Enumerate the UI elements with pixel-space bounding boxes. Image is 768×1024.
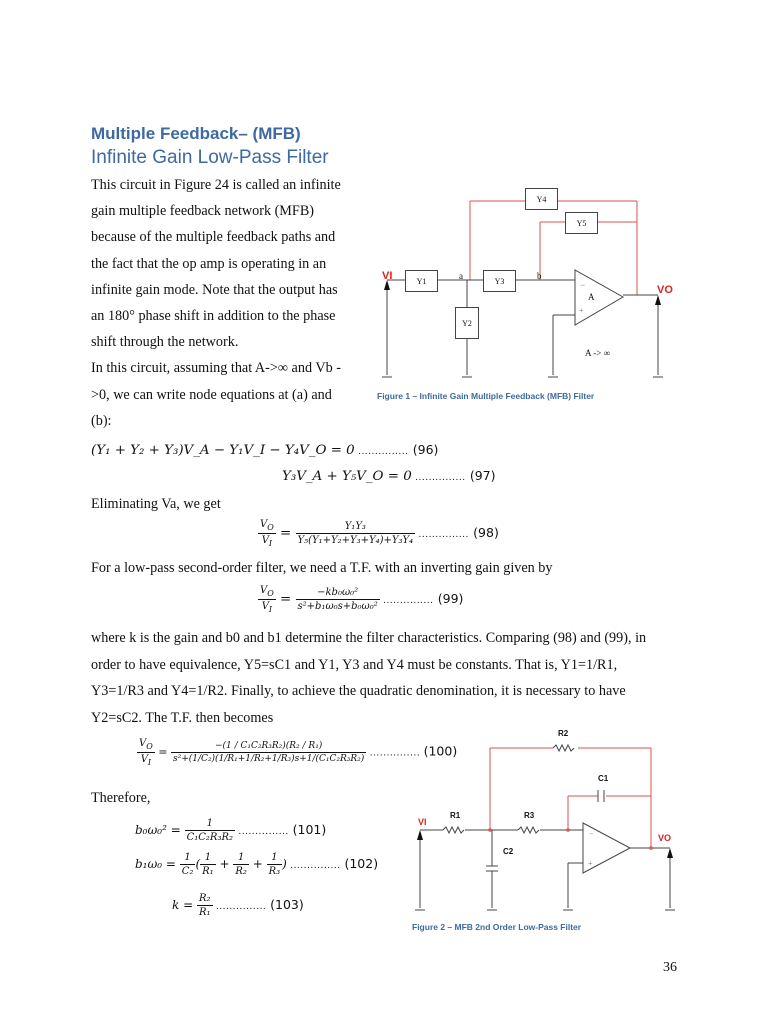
equation-99: $\frac{V_O}{V_I}$ = $\frac{\text{−kb₀ω₀²}}{\text{s²+b₁ω₀s+b₀ω₀²}}$ ............... (99) bbox=[260, 585, 464, 614]
figure2-circuit bbox=[408, 728, 698, 928]
intro-paragraph bbox=[91, 172, 366, 434]
figure1-y2-box: Y2 bbox=[455, 307, 479, 339]
intro-line: This circuit in Figure 24 is called an infinite bbox=[91, 177, 341, 193]
equation-103: k = $\frac{\text{R₂}}{\text{R₁}}$ ............... (103) bbox=[172, 893, 304, 918]
figure2-vi-label: VI bbox=[418, 817, 427, 827]
figure1-gain-label: A -> ∞ bbox=[585, 348, 610, 358]
figure1-caption: Figure 1 – Infinite Gain Multiple Feedback (MFB) Filter bbox=[377, 391, 595, 401]
section-subheading: Infinite Gain Low-Pass Filter bbox=[91, 147, 329, 168]
figure2-minus-label: − bbox=[589, 829, 594, 838]
equation-98: $\frac{V_O}{V_I}$ = $\frac{\text{Y₁Y₃}}{\text{Y₅(Y₁+Y₂+Y₃+Y₄)+Y₃Y₄}}$ ............... (98) bbox=[260, 519, 499, 548]
where-line: where k is the gain and b0 and b1 determine the filter characteristics. Comparing (98) and (99), in bbox=[91, 630, 647, 646]
equation-96-number: (96) bbox=[412, 442, 439, 457]
equation-96: (Y₁ + Y₂ + Y₃)V_A − Y₁V_I − Y₄V_O = 0 ............... (96) bbox=[91, 442, 439, 458]
intro-line: because of the multiple feedback paths and bbox=[91, 229, 336, 246]
where-line: Y2=sC2. The T.F. then becomes bbox=[91, 709, 274, 726]
where-line: order to have equivalence, Y5=sC1 and Y1, Y3 and Y4 must be constants. That is, Y1=1/R1, bbox=[91, 656, 618, 673]
figure1-node-b-label: b bbox=[537, 271, 542, 281]
figure2-caption: Figure 2 – MFB 2nd Order Low-Pass Filter bbox=[412, 922, 582, 932]
figure2-r2-label: R2 bbox=[558, 729, 569, 738]
figure2-r1-label: R1 bbox=[450, 811, 461, 820]
intro-line: an 180° phase shift in addition to the phase bbox=[91, 308, 336, 325]
page-number: 36 bbox=[663, 960, 677, 975]
intro-line: gain multiple feedback network (MFB) bbox=[91, 203, 315, 220]
equation-100: $\frac{V_O}{V_I}$ = $\frac{\text{−(1 / C₁C₂R₃R₂)(R₂ / R₁)}}{\text{s²+(1/C₂)(1/R₁+1/R₂+1/R₃)s+1/(C₁C₂R₃R₂)}}$ ............... (100) bbox=[139, 738, 458, 767]
section-heading: Multiple Feedback– (MFB) bbox=[91, 124, 301, 143]
figure1-vo-label: VO bbox=[657, 284, 673, 296]
lowpass-text: For a low-pass second-order filter, we need a T.F. with an inverting gain given by bbox=[91, 560, 553, 576]
figure2-vo-label: VO bbox=[658, 833, 672, 843]
figure1-vi-label: VI bbox=[382, 270, 393, 282]
therefore-text: Therefore, bbox=[91, 790, 151, 806]
figure2-c1-label: C1 bbox=[598, 774, 609, 783]
figure1-node-a-label: a bbox=[459, 271, 463, 281]
figure1-amp-label: A bbox=[588, 292, 595, 302]
figure1-y3-box: Y3 bbox=[483, 270, 516, 292]
figure1-plus-label: + bbox=[579, 306, 584, 315]
figure1-y1-box: Y1 bbox=[405, 270, 438, 292]
equation-102: b₁ω₀ = $\frac{1}{\text{C₂}}$ ( $\frac{1}{\text{R₁}}$ + $\frac{1}{\text{R₂}}$ + $\frac{1}{\text{R₃}}$ ) ............... (102) bbox=[135, 852, 379, 877]
figure1-circuit bbox=[375, 185, 675, 400]
figure1-y5-box: Y5 bbox=[565, 212, 598, 234]
intro-line: (b): bbox=[91, 412, 112, 429]
equation-96-body: (Y₁ + Y₂ + Y₃)V_A − Y₁V_I − Y₄V_O = 0 bbox=[91, 443, 355, 458]
intro-line: the fact that the op amp is operating in an bbox=[91, 255, 327, 272]
equation-100-number: (100) bbox=[423, 743, 458, 759]
intro-line: shift through the network. bbox=[91, 334, 239, 351]
figure2-c2-label: C2 bbox=[503, 847, 514, 856]
eliminating-text: Eliminating Va, we get bbox=[91, 496, 221, 512]
equation-102-number: (102) bbox=[344, 856, 379, 871]
equation-101: b₀ω₀² = $\frac{1}{\text{C₁C₂R₃R₂}}$ ............... (101) bbox=[135, 818, 327, 843]
equation-97-body: Y₃V_A + Y₅V_O = 0 bbox=[282, 469, 412, 484]
equation-101-number: (101) bbox=[292, 822, 327, 837]
equation-103-number: (103) bbox=[270, 897, 304, 912]
equation-97-number: (97) bbox=[469, 468, 496, 483]
intro-line: In this circuit, assuming that A->∞ and Vb - bbox=[91, 360, 341, 377]
equation-97: Y₃V_A + Y₅V_O = 0 ............... (97) bbox=[282, 468, 496, 484]
figure2-r3-label: R3 bbox=[524, 811, 535, 820]
where-paragraph bbox=[91, 625, 679, 731]
figure1-y4-box: Y4 bbox=[525, 188, 558, 210]
figure1-minus-label: − bbox=[580, 280, 586, 290]
where-line: Y3=1/R3 and Y4=1/R2. Finally, to achieve the quadratic denomination, it is necessary to have bbox=[91, 683, 626, 699]
equation-98-number: (98) bbox=[473, 525, 499, 540]
intro-line: infinite gain mode. Note that the output has bbox=[91, 281, 338, 298]
equation-99-number: (99) bbox=[437, 591, 464, 606]
intro-line: >0, we can write node equations at (a) and bbox=[91, 386, 332, 403]
figure2-plus-label: + bbox=[588, 859, 593, 868]
